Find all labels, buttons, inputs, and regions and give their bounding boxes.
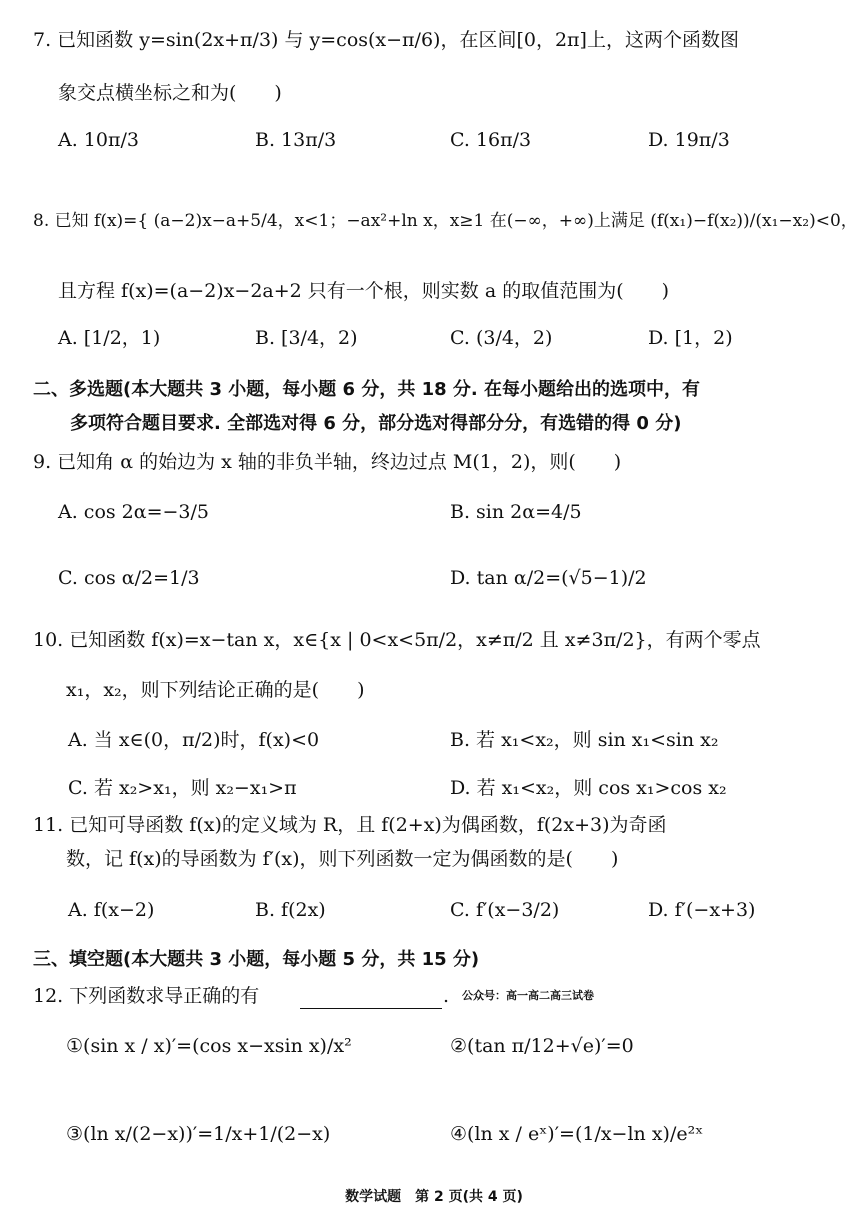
q12-stem: 12. 下列函数求导正确的有 [33, 985, 260, 1007]
q10-option-a: A. 当 x∈(0，π/2)时，f(x)<0 [68, 729, 320, 751]
q8-option-a: A. [1/2，1) [58, 327, 161, 349]
q12-stem-end: . [443, 985, 450, 1007]
q10-option-b: B. 若 x₁<x₂，则 sin x₁<sin x₂ [450, 729, 719, 751]
q10-option-d: D. 若 x₁<x₂，则 cos x₁>cos x₂ [450, 777, 727, 799]
section2-heading-line1: 二、多选题(本大题共 3 小题，每小题 6 分，共 18 分. 在每小题给出的选项中，有 [33, 379, 701, 400]
q11-stem-line2: 数，记 f(x)的导函数为 f′(x)，则下列函数一定为偶函数的是( ) [66, 848, 619, 870]
q9-stem: 9. 已知角 α 的始边为 x 轴的非负半轴，终边过点 M(1，2)，则( ) [33, 451, 622, 473]
q8-option-c: C. (3/4，2) [450, 327, 553, 349]
q7-stem-line2: 象交点横坐标之和为( ) [58, 82, 282, 104]
q12-answer-blank [300, 1008, 442, 1009]
q11-stem-line1: 11. 已知可导函数 f(x)的定义域为 R，且 f(2+x)为偶函数，f(2x+3)为奇函 [33, 814, 667, 836]
q9-option-c: C. cos α/2=1/3 [58, 567, 200, 589]
q12-option-2: ②(tan π/12+√e)′=0 [450, 1035, 634, 1057]
q8-stem-line1: 8. 已知 f(x)={ (a−2)x−a+5/4，x<1；−ax²+ln x，x≥1 在(−∞，+∞)上满足 (f(x₁)−f(x₂))/(x₁−x₂)<0， [33, 211, 858, 231]
q12-option-3: ③(ln x/(2−x))′=1/x+1/(2−x) [66, 1123, 331, 1145]
section3-heading: 三、填空题(本大题共 3 小题，每小题 5 分，共 15 分) [33, 949, 480, 970]
q9-option-d: D. tan α/2=(√5−1)/2 [450, 567, 647, 589]
q11-option-b: B. f(2x) [255, 899, 326, 921]
q10-stem-line1: 10. 已知函数 f(x)=x−tan x，x∈{x | 0<x<5π/2，x≠π/2 且 x≠3π/2}，有两个零点 [33, 629, 761, 651]
q9-option-b: B. sin 2α=4/5 [450, 501, 582, 523]
q10-stem-line2: x₁，x₂，则下列结论正确的是( ) [66, 679, 365, 701]
q8-option-b: B. [3/4，2) [255, 327, 358, 349]
watermark-text: 公众号：高一高二高三试卷 [462, 989, 594, 1002]
q10-option-c: C. 若 x₂>x₁，则 x₂−x₁>π [68, 777, 297, 799]
q8-option-d: D. [1，2) [648, 327, 733, 349]
page-footer: 数学试题 第 2 页(共 4 页) [345, 1189, 523, 1205]
q12-option-1: ①(sin x / x)′=(cos x−xsin x)/x² [66, 1035, 352, 1057]
q7-option-b: B. 13π/3 [255, 129, 337, 151]
section2-heading-line2: 多项符合题目要求. 全部选对得 6 分，部分选对得部分分，有选错的得 0 分) [70, 413, 682, 434]
q7-option-c: C. 16π/3 [450, 129, 532, 151]
q7-option-a: A. 10π/3 [58, 129, 139, 151]
q11-option-c: C. f′(x−3/2) [450, 899, 560, 921]
q11-option-d: D. f′(−x+3) [648, 899, 756, 921]
q12-option-4: ④(ln x / eˣ)′=(1/x−ln x)/e²ˣ [450, 1123, 704, 1145]
q7-option-d: D. 19π/3 [648, 129, 730, 151]
q9-option-a: A. cos 2α=−3/5 [58, 501, 210, 523]
q11-option-a: A. f(x−2) [68, 899, 155, 921]
q8-stem-line2: 且方程 f(x)=(a−2)x−2a+2 只有一个根，则实数 a 的取值范围为( ) [58, 280, 670, 302]
q7-stem-line1: 7. 已知函数 y=sin(2x+π/3) 与 y=cos(x−π/6)，在区间[0，2π]上，这两个函数图 [33, 29, 739, 51]
